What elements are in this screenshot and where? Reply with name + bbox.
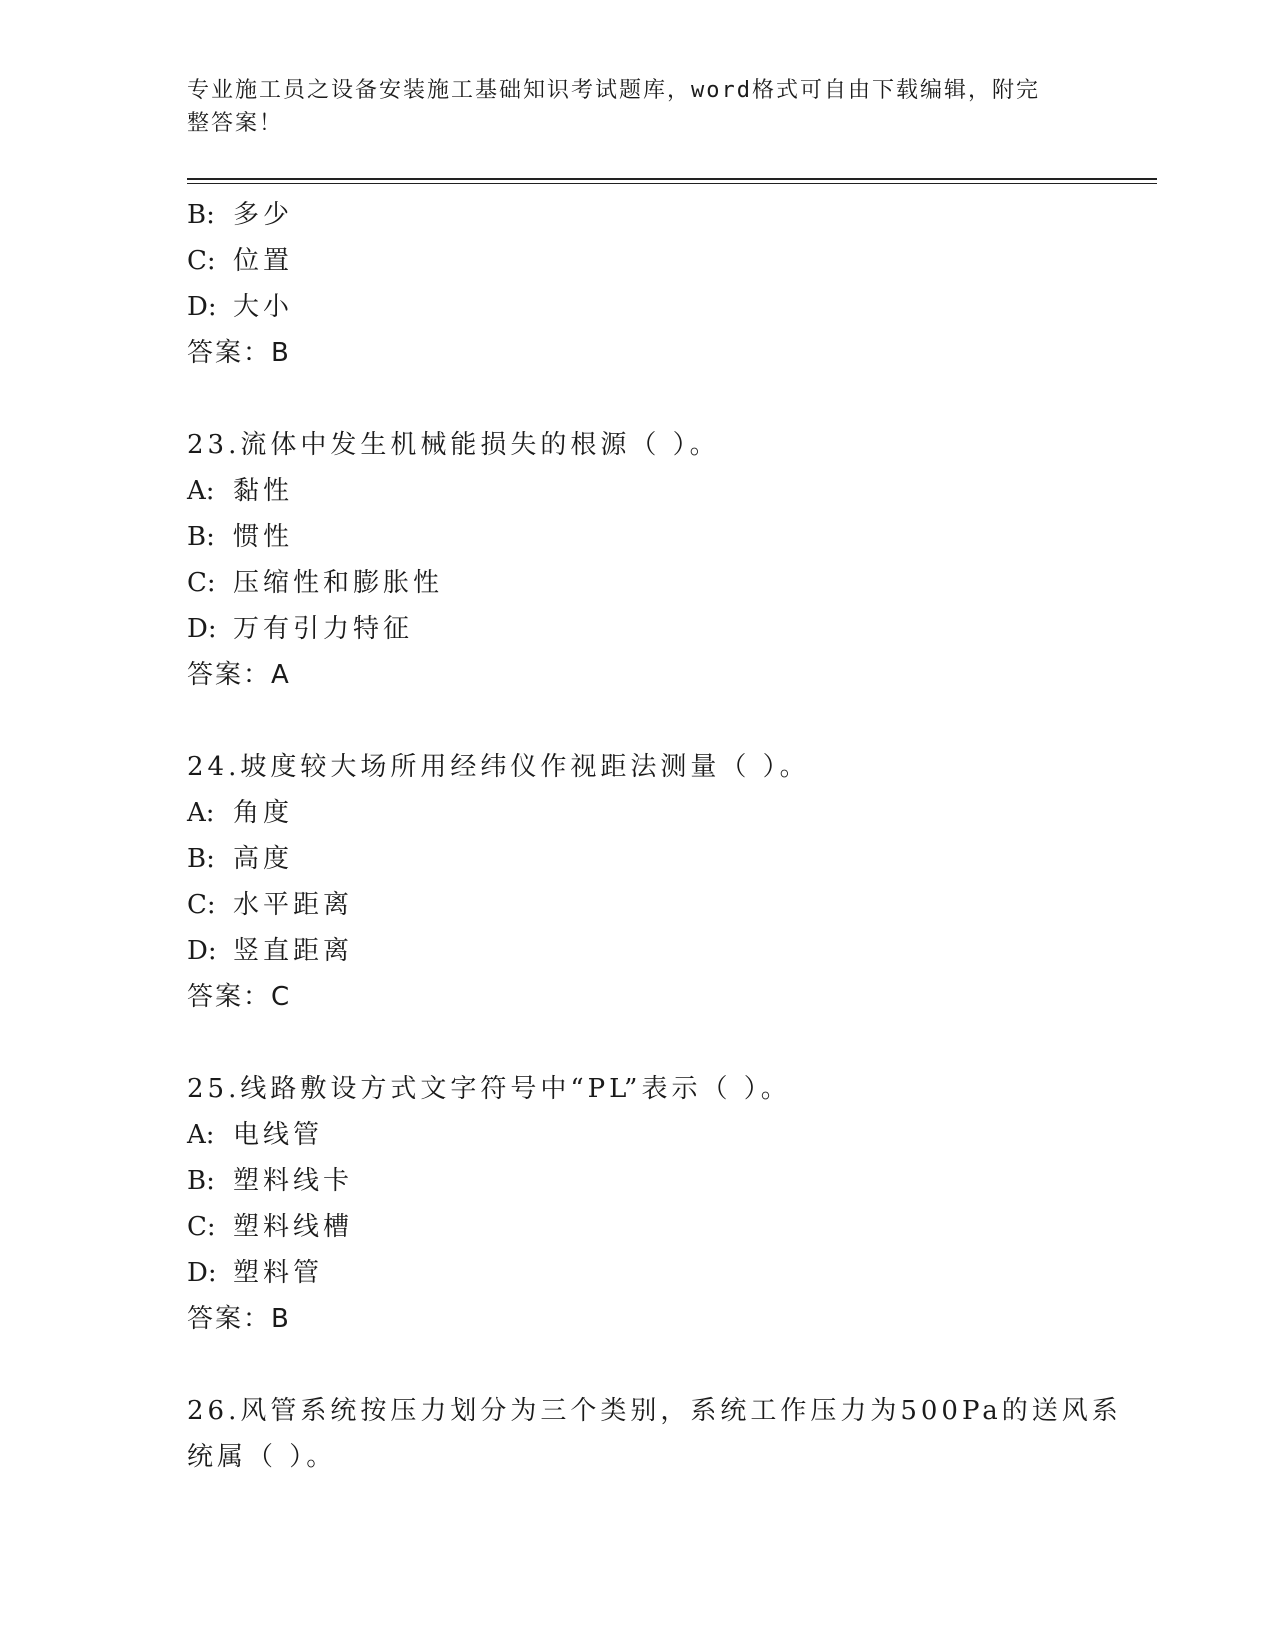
option-label: D:: [187, 614, 217, 644]
spacer: [187, 1342, 1087, 1388]
option-c: [187, 238, 1087, 284]
option-a: [187, 790, 1087, 836]
header-line-1: 专业施工员之设备安装施工基础知识考试题库，word格式可自由下载编辑，附完: [187, 78, 1040, 103]
header-divider-thick: [187, 178, 1157, 180]
option-b: [187, 514, 1087, 560]
option-label: C:: [187, 246, 216, 276]
question-block-26: [187, 1388, 1122, 1480]
option-text: 黏性: [233, 476, 294, 506]
option-label: C:: [187, 568, 216, 598]
option-label: A:: [187, 476, 215, 506]
option-text: 惯性: [233, 522, 294, 552]
option-b: [187, 192, 1087, 238]
option-text: 水平距离: [233, 890, 354, 920]
option-label: D:: [187, 1258, 217, 1288]
option-d: [187, 1250, 1087, 1296]
spacer: [187, 698, 1087, 744]
option-text: 万有引力特征: [233, 614, 414, 644]
answer-line: 答案：B: [187, 338, 291, 368]
option-c: [187, 882, 1087, 928]
question-text: 25.线路敷设方式文字符号中“PL”表示（ ）。: [187, 1074, 791, 1104]
option-c: [187, 560, 1087, 606]
option-text: 角度: [233, 798, 294, 828]
answer-line: 答案：A: [187, 660, 291, 690]
question-text: 24.坡度较大场所用经纬仪作视距法测量（ ）。: [187, 752, 810, 782]
question-block-25: [187, 1066, 1087, 1342]
option-text: 塑料管: [233, 1258, 324, 1288]
option-label: B:: [187, 200, 215, 230]
option-a: [187, 1112, 1087, 1158]
question-block-24: [187, 744, 1087, 1020]
option-a: [187, 468, 1087, 514]
option-label: B:: [187, 844, 215, 874]
option-label: A:: [187, 798, 215, 828]
option-text: 竖直距离: [233, 936, 354, 966]
option-text: 塑料线槽: [233, 1212, 354, 1242]
document-header: [187, 74, 1067, 140]
option-label: A:: [187, 1120, 215, 1150]
option-d: [187, 928, 1087, 974]
option-text: 压缩性和膨胀性: [233, 568, 444, 598]
question-text-line-2: 统属（ ）。: [187, 1442, 337, 1472]
option-label: C:: [187, 1212, 216, 1242]
question-text: 23.流体中发生机械能损失的根源（ ）。: [187, 430, 720, 460]
option-d: [187, 606, 1087, 652]
option-label: B:: [187, 522, 215, 552]
option-b: [187, 836, 1087, 882]
header-divider-thin: [187, 183, 1157, 184]
option-c: [187, 1204, 1087, 1250]
spacer: [187, 376, 1087, 422]
question-block-22: [187, 192, 1087, 376]
question-text-line-1: 26.风管系统按压力划分为三个类别，系统工作压力为500Pa的送风系: [187, 1396, 1122, 1426]
option-text: 位置: [233, 246, 294, 276]
answer-line: 答案：C: [187, 982, 292, 1012]
option-text: 高度: [233, 844, 294, 874]
option-text: 多少: [233, 200, 294, 230]
option-label: B:: [187, 1166, 215, 1196]
option-b: [187, 1158, 1087, 1204]
option-text: 电线管: [233, 1120, 324, 1150]
option-label: C:: [187, 890, 216, 920]
answer-line: 答案：B: [187, 1304, 291, 1334]
option-text: 塑料线卡: [233, 1166, 354, 1196]
question-list: [187, 192, 1122, 1480]
option-label: D:: [187, 936, 217, 966]
option-d: [187, 284, 1087, 330]
option-text: 大小: [233, 292, 294, 322]
header-line-2: 整答案！: [187, 111, 284, 136]
option-label: D:: [187, 292, 217, 322]
question-block-23: [187, 422, 1087, 698]
spacer: [187, 1020, 1087, 1066]
